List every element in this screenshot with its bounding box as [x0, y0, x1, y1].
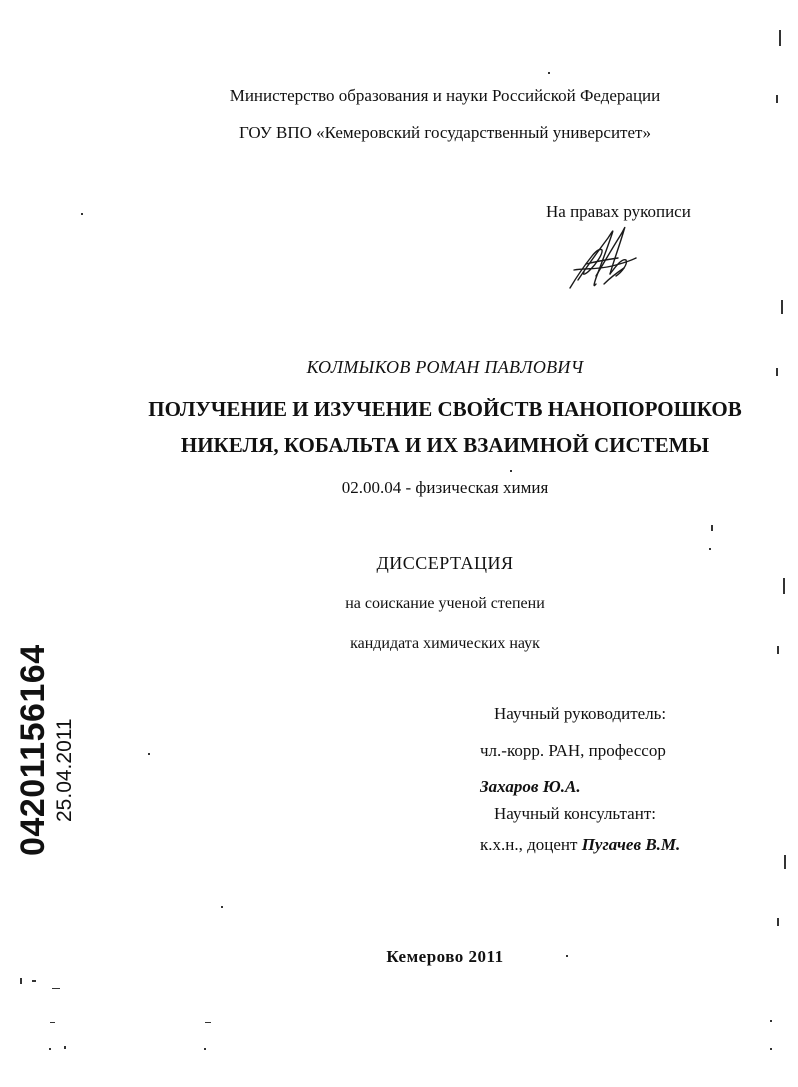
scan-mark	[777, 918, 779, 926]
consultant-name: Пугачев В.М.	[581, 835, 681, 854]
dissertation-title-line-2: НИКЕЛЯ, КОБАЛЬТА И ИХ ВЗАИМНОЙ СИСТЕМЫ	[180, 433, 710, 457]
manuscript-note: На правах рукописи	[546, 202, 691, 221]
scan-mark	[548, 72, 550, 74]
author-signature	[566, 218, 646, 294]
scan-mark	[781, 300, 783, 314]
scan-mark	[32, 980, 36, 982]
supervisor-name: Захаров Ю.А.	[480, 777, 581, 796]
dissertation-title-line-1: ПОЛУЧЕНИЕ И ИЗУЧЕНИЕ СВОЙСТВ НАНОПОРОШКОВ	[148, 397, 742, 421]
scan-mark	[783, 578, 785, 594]
library-stamp-number: 04201156164	[14, 644, 52, 856]
scan-mark	[50, 1022, 55, 1023]
supervisor-label: Научный руководитель:	[494, 704, 667, 723]
scan-mark	[64, 1046, 66, 1049]
scan-mark	[20, 978, 22, 984]
scan-mark	[784, 855, 786, 869]
degree-line-1: на соискание ученой степени	[345, 595, 545, 612]
scan-mark	[776, 95, 778, 103]
scan-mark	[709, 548, 711, 550]
document-type: ДИССЕРТАЦИЯ	[376, 553, 514, 573]
university-heading: ГОУ ВПО «Кемеровский государственный университет»	[239, 123, 651, 142]
scan-mark	[711, 525, 713, 531]
scan-mark	[205, 1022, 211, 1023]
city-year: Кемерово 2011	[386, 947, 504, 966]
scan-mark	[49, 1048, 51, 1050]
library-stamp-date: 25.04.2011	[53, 718, 76, 822]
degree-line-2: кандидата химических наук	[350, 635, 540, 652]
consultant-position: к.х.н., доцент	[480, 835, 578, 854]
scan-mark	[566, 955, 568, 957]
scan-mark	[779, 30, 781, 46]
scan-mark	[777, 646, 779, 654]
consultant-label: Научный консультант:	[494, 804, 656, 823]
consultant-line	[480, 835, 680, 855]
ministry-heading: Министерство образования и науки Российской Федерации	[229, 86, 661, 105]
scan-mark	[148, 753, 150, 755]
scan-mark	[770, 1048, 772, 1050]
scan-mark	[52, 988, 60, 989]
scan-mark	[770, 1020, 772, 1022]
specialty-code: 02.00.04 - физическая химия	[341, 478, 549, 497]
scan-mark	[81, 213, 83, 215]
scan-mark	[204, 1048, 206, 1050]
scan-mark	[221, 906, 223, 908]
scan-mark	[510, 470, 512, 472]
scan-mark	[776, 368, 778, 376]
supervisor-position: чл.-корр. РАН, профессор	[480, 741, 666, 760]
author-name: КОЛМЫКОВ РОМАН ПАВЛОВИЧ	[306, 357, 584, 377]
